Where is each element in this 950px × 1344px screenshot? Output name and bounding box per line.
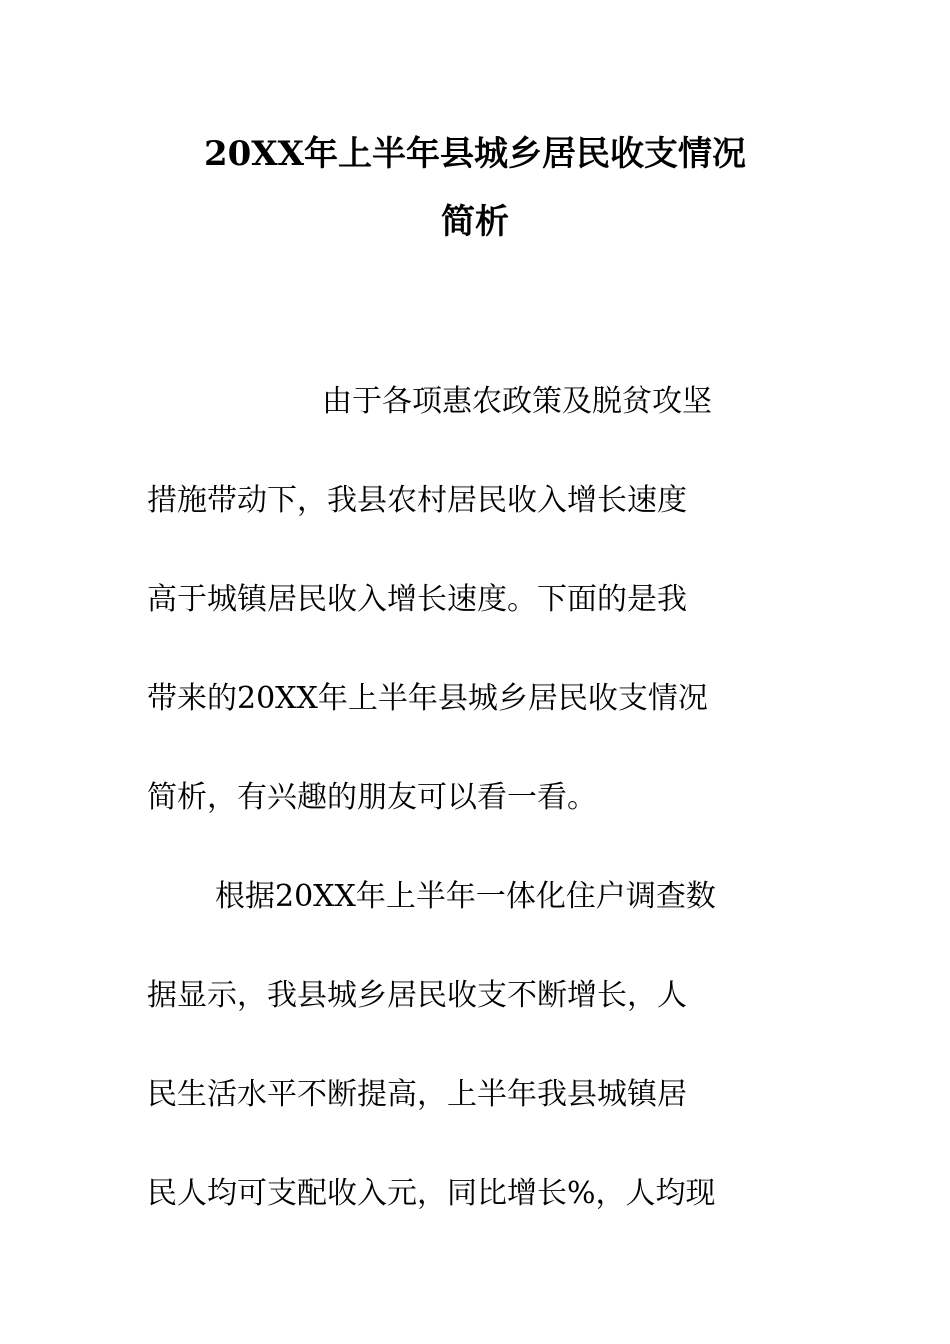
body-line-7: 据显示，我县城乡居民收支不断增长，人 [147, 978, 687, 1013]
body-line-8: 民生活水平不断提高，上半年我县城镇居 [147, 1077, 687, 1112]
body-line-3: 高于城镇居民收入增长速度。下面的是我 [147, 582, 687, 617]
body-line-4: 带来的20XX年上半年县城乡居民收支情况 [147, 681, 708, 716]
body-line-2: 措施带动下，我县农村居民收入增长速度 [147, 483, 687, 518]
body-line-1: 由于各项惠农政策及脱贫攻坚 [322, 384, 712, 419]
body-line-6: 根据20XX年上半年一体化住户调查数 [215, 879, 716, 914]
body-line-5: 简析，有兴趣的朋友可以看一看。 [147, 780, 597, 815]
body-line-9: 民人均可支配收入元，同比增长%，人均现 [147, 1176, 716, 1211]
document-title-line-1: 20XX年上半年县城乡居民收支情况 [203, 134, 747, 174]
document-title-line-2: 简析 [441, 202, 509, 242]
